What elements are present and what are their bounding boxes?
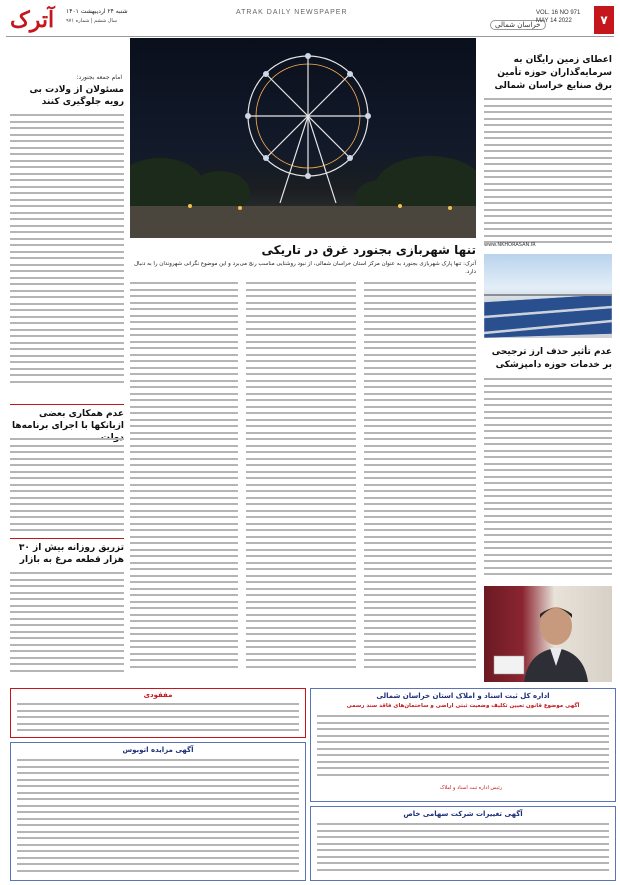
ad-company-changes xyxy=(310,806,616,881)
ad-registry-title: اداره کل ثبت اسناد و املاک استان خراسان شمالی xyxy=(376,692,550,700)
section-label: خراسان شمالی xyxy=(490,20,546,30)
issue-info: سال ششم | شماره ۹۷۱ xyxy=(66,18,118,24)
ad-company-body xyxy=(317,823,609,877)
right-article1-title: اعطای زمین رایگان به سرمایه‌گذاران حوزه تأمین برق صنایع خراسان شمالی xyxy=(494,55,612,91)
ad-registry-subtitle: آگهی موضوع قانون تعیین تکلیف وضعیت ثبتی اراضی و ساختمان‌های فاقد سند رسمی xyxy=(346,703,580,709)
left-divider-1 xyxy=(10,404,124,405)
ad-lost-document xyxy=(10,688,306,738)
volume-info xyxy=(536,9,596,25)
newspaper-page xyxy=(6,6,614,879)
newspaper-logo: آترک xyxy=(10,7,55,33)
paper-name: ATRAK DAILY NEWSPAPER xyxy=(236,9,348,16)
main-body-col-2 xyxy=(246,282,356,677)
left-divider-2 xyxy=(10,538,124,539)
right-article2-title: عدم تأثیر حذف ارز ترجیحی بر خدمات حوزه دامپزشکی xyxy=(491,347,612,370)
main-body-col-1 xyxy=(364,282,476,677)
left-article1-title: مسئولان از ولادت بی رویه جلوگیری کنند xyxy=(29,85,124,107)
date-persian: شنبه ۲۴ اردیبهشت ۱۴۰۱ xyxy=(66,8,128,15)
page-header xyxy=(6,6,614,37)
volume-number: VOL. 16 NO 971 xyxy=(536,10,581,16)
right-article2-body xyxy=(484,378,612,580)
main-body-col-3 xyxy=(130,282,238,677)
ad-registry-body xyxy=(317,715,609,779)
ad-lost-title: مفقودی xyxy=(143,691,173,699)
page-number: ۷ xyxy=(594,6,614,34)
date-english: MAY 14 2022 xyxy=(536,18,572,24)
right-article1-body xyxy=(484,98,612,248)
left-article3-body xyxy=(10,572,124,677)
left-article3-title: تزریق روزانه بیش از ۳۰ هزار قطعه مرغ به بازار xyxy=(18,543,124,565)
ad-registry-signature: رئیس اداره ثبت اسناد و املاک xyxy=(439,785,503,791)
main-caption: آترک: تنها پارک شهربازی بجنورد به عنوان مرکز استان خراسان شمالی، از نبود روشنایی مناسب رنج می‌برد و این موضوع نگرانی شهروندان را به دنبال دارد. xyxy=(134,261,476,275)
ad-land-registry xyxy=(310,688,616,802)
left-article2-body xyxy=(10,438,124,533)
left-article1-body xyxy=(10,114,124,394)
ad-company-title: آگهی تغییرات شرکت سهامی خاص xyxy=(403,810,523,818)
main-headline: تنها شهربازی بجنورد غرق در تاریکی xyxy=(261,243,476,257)
portrait-illustration xyxy=(484,586,612,682)
solar-panels-photo xyxy=(484,254,612,338)
left-article2-title: عدم همکاری بعضی ازبانکها با اجرای برنامه‌ها xyxy=(11,409,124,431)
solar-panel-illustration xyxy=(484,254,612,338)
ad-bus-title: آگهی مزایده اتوبوس xyxy=(122,746,194,754)
amusement-park-photo xyxy=(130,38,476,238)
ferris-wheel-illustration xyxy=(130,38,476,238)
ad-lost-body xyxy=(17,703,299,735)
left-article1-kicker: امام جمعه بجنورد: xyxy=(76,74,122,81)
website-link[interactable]: www.NKHORASAN.IR xyxy=(484,242,536,248)
ad-bus-auction xyxy=(10,742,306,881)
ad-bus-body xyxy=(17,759,299,877)
official-portrait-photo xyxy=(484,586,612,682)
